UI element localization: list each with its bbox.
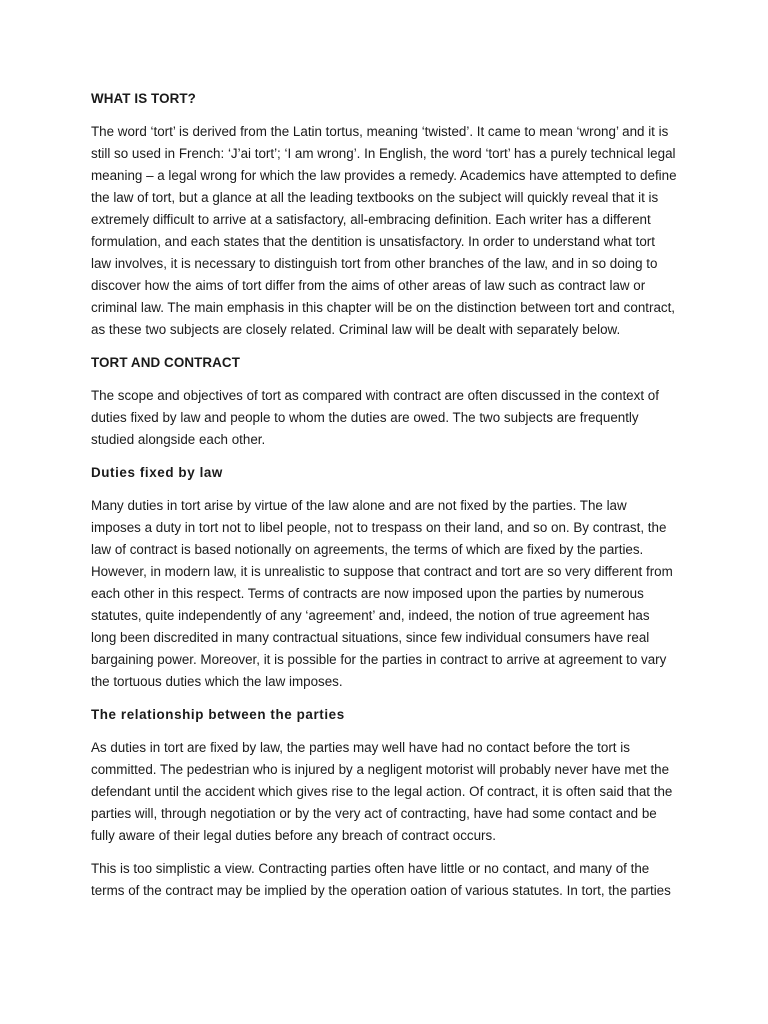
paragraph-tort-definition: The word ‘tort’ is derived from the Latin tortus, meaning ‘twisted’. It came to mean ‘wrong’ and it is still so used in French: ‘J’ai tort’; ‘I am wrong’. In English, the word ‘tort’ has a purely technical legal meaning – a legal wrong for which the law provides a remedy. Academics have attempted to define the law of tort, but a glance at all the leading textbooks on the subject will quickly reveal that it is extremely difficult to arrive at a satisfactory, all-embracing definition. Each writer has a different formulation, and each states that the dentition is unsatisfactory. In order to understand what tort law involves, it is necessary to distinguish tort from other branches of the law, and in so doing to discover how the aims of tort differ from the aims of other areas of law such as contract law or criminal law. The main emphasis in this chapter will be on the distinction between tort and contract, as these two subjects are closely related. Criminal law will be dealt with separately below. (91, 124, 677, 337)
paragraph-duties: Many duties in tort arise by virtue of the law alone and are not fixed by the parties. The law imposes a duty in tort not to libel people, not to trespass on their land, and so on. By contrast, the law of contract is based notionally on agreements, the terms of which are fixed by the parties. However, in modern law, it is unrealistic to suppose that contract and tort are so very different from each other in this respect. Terms of contracts are now imposed upon the parties by numerous statutes, quite independently of any ‘agreement’ and, indeed, the notion of true agreement has long been discredited in many contractual situations, since few individual consumers have real bargaining power. Moreover, it is possible for the parties in contract to arrive at agreement to vary the tortuous duties which the law imposes. (91, 498, 673, 689)
paragraph-simplistic-view: This is too simplistic a view. Contracting parties often have little or no contact, and many of the terms of the contract may be implied by the operation oation of various statutes. In tort, the parties (91, 861, 671, 898)
heading-what-is-tort: WHAT IS TORT? (91, 91, 196, 106)
subheading-relationship-between-parties: The relationship between the parties (91, 707, 345, 722)
paragraph-scope-objectives: The scope and objectives of tort as compared with contract are often discussed in the context of duties fixed by law and people to whom the duties are owed. The two subjects are frequently studied alongside each other. (91, 388, 659, 447)
heading-tort-and-contract: TORT AND CONTRACT (91, 355, 240, 370)
subheading-duties-fixed-by-law: Duties fixed by law (91, 465, 223, 480)
paragraph-relationship: As duties in tort are fixed by law, the parties may well have had no contact before the tort is committed. The pedestrian who is injured by a negligent motorist will probably never have met the defendant until the accident which gives rise to the legal action. Of contract, it is often said that the parties will, through negotiation or by the very act of contracting, have had some contact and be fully aware of their legal duties before any breach of contract occurs. (91, 740, 673, 843)
